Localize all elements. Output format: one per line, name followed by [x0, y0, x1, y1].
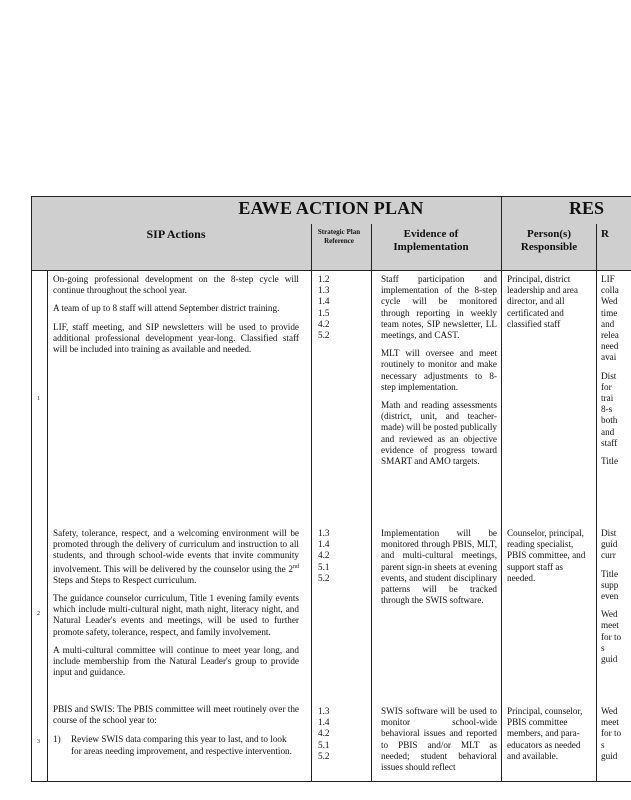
row-2-next-col [601, 528, 623, 698]
action-paragraph: On-going professional development on the 8-step cycle will continue throughout the school year. [53, 274, 299, 296]
row-3-references [318, 706, 358, 780]
col-divider-1 [311, 224, 312, 782]
reference-item: 5.2 [318, 330, 330, 341]
next-col-fragment: LIF colla Wed time and relea need avai [601, 274, 619, 363]
row-2-references [318, 528, 358, 628]
action-paragraph: A multi-cultural committee will continue to meet year long, and include membership from the Natural Leader's group to provide input and guidance. [53, 644, 299, 678]
reference-item: 1.3 [318, 528, 330, 538]
reference-item: 4.2 [318, 318, 330, 329]
action-paragraph: A team of up to 8 staff will attend September district training. [53, 303, 280, 314]
row-1-persons: Principal, district leadership and area director, and all certificated and classified staff [507, 274, 578, 329]
col-divider-2 [371, 224, 372, 782]
row-3-actions [53, 704, 299, 780]
row-1-actions [53, 274, 299, 524]
table-border-top [31, 196, 631, 197]
reference-item: 4.2 [318, 550, 330, 561]
next-col-fragment: Wed meet for to s guid [601, 706, 622, 761]
table-title: EAWE ACTION PLAN [238, 198, 424, 218]
row-3-evidence [381, 706, 497, 780]
reference-item: 5.2 [318, 572, 330, 583]
table-border-bottom [31, 781, 631, 782]
col-divider-4 [596, 224, 597, 782]
action-plan-table [31, 196, 631, 782]
evidence-paragraph: SWIS software will be used to monitor school-wide behavioral issues and reported to PBIS and/or MLT as needed; student behavioral issues should reflect [381, 706, 497, 773]
action-paragraph: The guidance counselor curriculum, Title 1 evening family events which include multi-cultural night, math night, literacy night, and Natural Leader's events and meetings, will be used to further promote safety, tolerance, respect, and family involvement. [53, 593, 299, 637]
table-title-right: RES [569, 198, 605, 218]
action-paragraph: LIF, staff meeting, and SIP newsletters will be used to provide additional professional development year-long. Classified staff will be included into training as available and needed. [53, 321, 299, 355]
row-1-next-col [601, 274, 623, 524]
header-divider [31, 270, 631, 271]
row-number: 1 [37, 396, 40, 402]
header-evidence: Evidence of Implementation [393, 228, 469, 253]
evidence-paragraph: Staff participation and implementation of the 8-step cycle will be monitored through reporting in weekly team notes, SIP newsletter, LL meetings, and CAST. [381, 274, 497, 341]
header-persons: Person(s) Responsible [520, 228, 578, 253]
reference-item: 5.2 [318, 750, 330, 761]
reference-item: 1.3 [318, 285, 330, 296]
row-2-actions [53, 528, 299, 703]
reference-item: 1.4 [318, 717, 330, 728]
next-col-fragment: Title [601, 456, 619, 467]
reference-item: 1.4 [318, 539, 330, 550]
evidence-paragraph: MLT will oversee and meet routinely to monitor and make necessary adjustments to 8-step implementation. [381, 348, 497, 392]
reference-item: 4.2 [318, 728, 330, 739]
next-col-fragment: Dist for trai 8-s both and staff [601, 370, 618, 448]
reference-item: 1.2 [318, 274, 330, 284]
evidence-paragraph: Implementation will be monitored through PBIS, MLT, and multi-cultural meetings, parent sign-in sheets at evening events, and student disciplinary patterns will be tracked through the SWIS software. [381, 528, 497, 606]
row-number: 3 [37, 739, 40, 745]
ordinal-suffix: nd [293, 563, 299, 570]
row-2-evidence [381, 528, 497, 648]
next-col-fragment: Wed meet for to s guid [601, 609, 622, 665]
list-number: 1) [53, 734, 61, 745]
row-3-persons: Principal, counselor, PBIS committee members, and para-educators as needed and available. [507, 706, 583, 761]
rownum-divider [47, 270, 48, 782]
evidence-paragraph: Math and reading assessments (district, unit, and teacher-made) will be posted publically and reviewed as an objective evidence of progress toward SMART and AMO targets. [381, 400, 497, 467]
reference-item: 1.4 [318, 296, 330, 307]
table-border-left [31, 196, 32, 782]
list-item [53, 734, 299, 756]
row-3-next-col [601, 706, 623, 780]
action-paragraph: Safety, tolerance, respect, and a welcoming environment will be promoted through the delivery of curriculum and instruction to all students, and through school-wide events that invite community involvement. This will be delivered by the counselor using the 2nd Steps and Steps to Respect curriculum. [53, 528, 299, 585]
next-col-fragment: Title supp even [601, 568, 619, 602]
row-1-references [318, 274, 358, 524]
reference-item: 1.5 [318, 307, 330, 318]
row-number: 2 [37, 611, 40, 617]
next-col-fragment: Dist guid curr [601, 528, 618, 561]
reference-item: 5.1 [318, 739, 330, 750]
list-text: Review SWIS data comparing this year to last, and to look for areas needing improvement, and respective intervention. [71, 734, 292, 756]
header-strategic-plan-reference: Strategic Plan Reference [317, 228, 361, 245]
reference-item: 1.3 [318, 706, 330, 716]
header-next-col: R [601, 228, 609, 240]
header-sip-actions: SIP Actions [146, 227, 206, 241]
reference-item: 5.1 [318, 561, 330, 572]
action-paragraph: PBIS and SWIS: The PBIS committee will meet routinely over the course of the school year to: [53, 704, 299, 726]
col-divider-3 [501, 196, 502, 782]
row-1-evidence [381, 274, 497, 529]
row-2-persons: Counselor, principal, reading specialist, PBIS committee, and support staff as needed. [507, 528, 586, 583]
